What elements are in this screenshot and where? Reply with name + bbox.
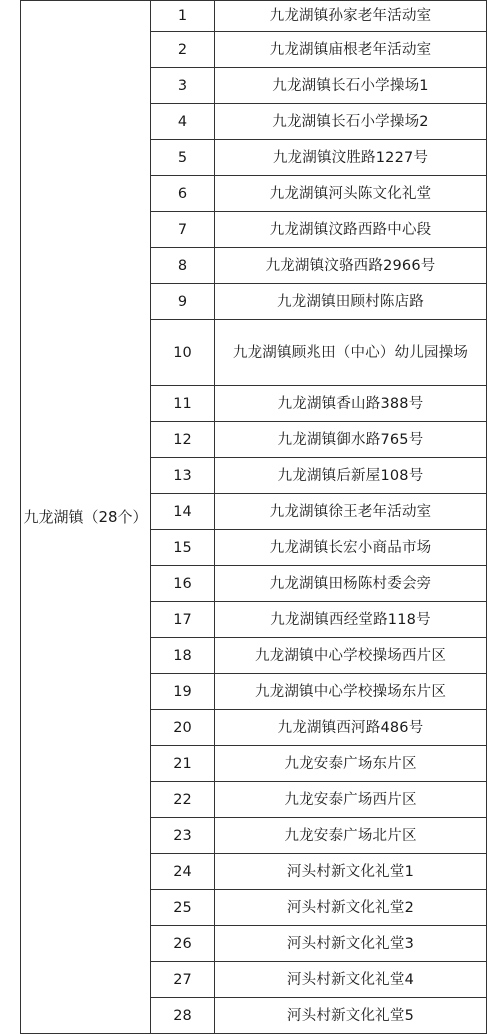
row-number: 15	[151, 530, 215, 566]
row-number: 25	[151, 890, 215, 926]
site-name: 九龙湖镇汶骆西路2966号	[215, 248, 487, 284]
row-number: 28	[151, 998, 215, 1034]
site-name: 河头村新文化礼堂3	[215, 926, 487, 962]
site-name: 九龙湖镇西经堂路118号	[215, 602, 487, 638]
row-number: 19	[151, 674, 215, 710]
site-name: 九龙湖镇长石小学操场1	[215, 68, 487, 104]
row-number: 17	[151, 602, 215, 638]
site-name: 九龙湖镇汶路西路中心段	[215, 212, 487, 248]
row-number: 11	[151, 386, 215, 422]
row-number: 23	[151, 818, 215, 854]
row-number: 13	[151, 458, 215, 494]
row-number: 22	[151, 782, 215, 818]
site-name: 九龙湖镇西河路486号	[215, 710, 487, 746]
site-name: 九龙湖镇孙家老年活动室	[215, 1, 487, 32]
row-number: 21	[151, 746, 215, 782]
region-cell: 九龙湖镇（28个）	[21, 1, 151, 1034]
row-number: 12	[151, 422, 215, 458]
row-number: 2	[151, 32, 215, 68]
site-name: 九龙湖镇田顾村陈店路	[215, 284, 487, 320]
row-number: 1	[151, 1, 215, 32]
site-name: 九龙安泰广场西片区	[215, 782, 487, 818]
row-number: 24	[151, 854, 215, 890]
row-number: 16	[151, 566, 215, 602]
site-name: 九龙安泰广场北片区	[215, 818, 487, 854]
site-name: 九龙湖镇田杨陈村委会旁	[215, 566, 487, 602]
site-name: 九龙湖镇中心学校操场东片区	[215, 674, 487, 710]
site-name: 九龙湖镇庙根老年活动室	[215, 32, 487, 68]
site-name: 河头村新文化礼堂2	[215, 890, 487, 926]
row-number: 14	[151, 494, 215, 530]
site-name: 九龙湖镇河头陈文化礼堂	[215, 176, 487, 212]
row-number: 27	[151, 962, 215, 998]
site-name: 九龙湖镇顾兆田（中心）幼儿园操场	[215, 320, 487, 386]
site-name: 九龙湖镇后新屋108号	[215, 458, 487, 494]
row-number: 4	[151, 104, 215, 140]
site-table	[20, 0, 487, 1034]
row-number: 9	[151, 284, 215, 320]
site-name: 九龙湖镇长宏小商品市场	[215, 530, 487, 566]
site-name: 河头村新文化礼堂5	[215, 998, 487, 1034]
site-name: 九龙湖镇中心学校操场西片区	[215, 638, 487, 674]
row-number: 20	[151, 710, 215, 746]
row-number: 26	[151, 926, 215, 962]
site-name: 河头村新文化礼堂4	[215, 962, 487, 998]
row-number: 8	[151, 248, 215, 284]
site-name: 九龙湖镇汶胜路1227号	[215, 140, 487, 176]
site-name: 九龙湖镇长石小学操场2	[215, 104, 487, 140]
site-name: 九龙安泰广场东片区	[215, 746, 487, 782]
site-name: 九龙湖镇香山路388号	[215, 386, 487, 422]
table-row	[21, 1, 487, 32]
row-number: 3	[151, 68, 215, 104]
row-number: 6	[151, 176, 215, 212]
site-name: 九龙湖镇御水路765号	[215, 422, 487, 458]
row-number: 5	[151, 140, 215, 176]
row-number: 10	[151, 320, 215, 386]
site-name: 九龙湖镇徐王老年活动室	[215, 494, 487, 530]
row-number: 18	[151, 638, 215, 674]
site-table-body	[21, 1, 487, 1034]
row-number: 7	[151, 212, 215, 248]
site-name: 河头村新文化礼堂1	[215, 854, 487, 890]
